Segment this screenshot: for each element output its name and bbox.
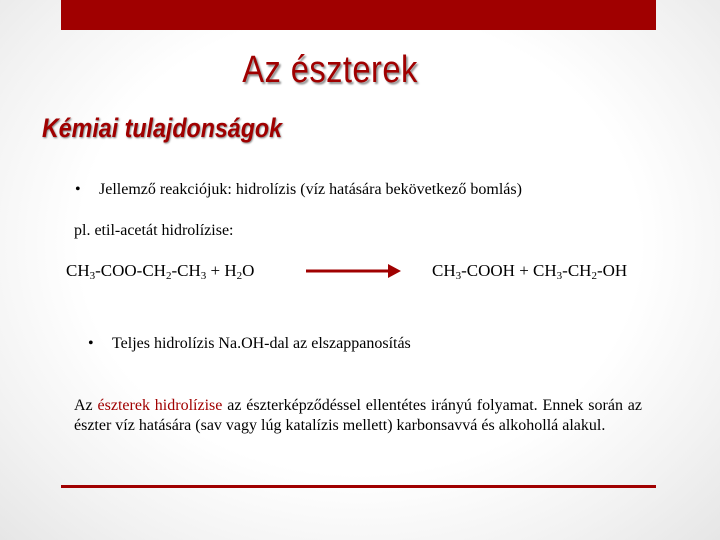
bullet-text: Teljes hidrolízis Na.OH-dal az elszappanosítás: [112, 335, 411, 352]
example-label: pl. etil-acetát hidrolízise:: [74, 222, 234, 239]
slide-subtitle: Kémiai tulajdonságok: [42, 113, 282, 143]
equation-reactants: $CH_3-COO-CH_2-CH_3 + H_2O$: [66, 261, 255, 282]
hydrolysis-equation: [0, 258, 720, 284]
bullet-saponification: [88, 334, 411, 354]
top-accent-bar: [61, 0, 656, 30]
slide-title: Az észterek: [242, 49, 418, 91]
explanation-paragraph: Az észterek hidrolízise az észterképződéssel ellentétes irányú folyamat. Ennek során az észter víz hatására (sav vagy lúg katalízis mellett) karbonsavvá és alkohollá alakul.: [74, 397, 643, 434]
bullet-marker: •: [88, 335, 94, 352]
highlighted-term: észterek hidrolízise: [97, 397, 223, 414]
bullet-hydrolysis: [75, 180, 522, 200]
bottom-accent-line: [61, 485, 656, 488]
reaction-arrow-icon: [306, 261, 402, 281]
equation-products: $CH_3$-COOH + $CH_3-CH_2-OH$: [432, 261, 628, 282]
bullet-text: Jellemző reakciójuk: hidrolízis (víz hatására bekövetkező bomlás): [99, 181, 522, 198]
bullet-marker: •: [75, 181, 81, 198]
